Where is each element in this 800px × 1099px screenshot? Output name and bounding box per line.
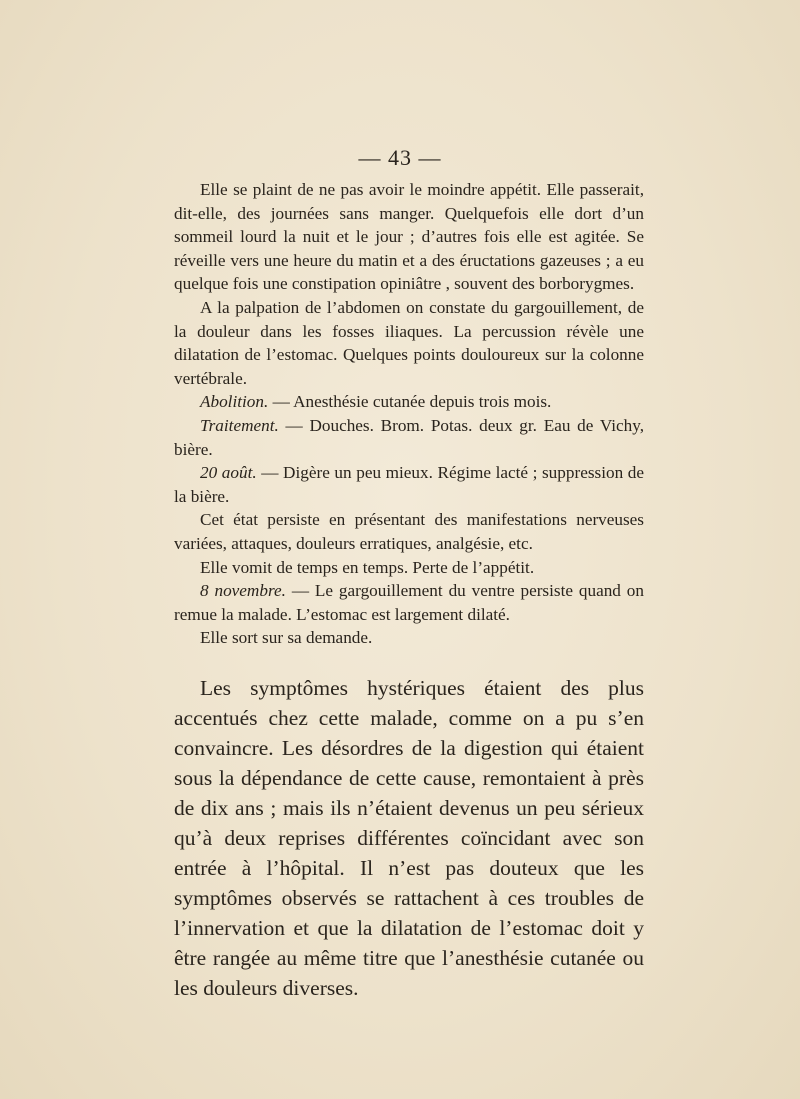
paragraph-traitement [174, 414, 644, 461]
label-20-aout: 20 août. [200, 463, 257, 483]
paragraph-etat: Cet état persiste en présentant des manifestations nerveuses variées, attaques, douleurs erratiques, analgésie, etc. [174, 510, 644, 553]
commentary-section [174, 673, 644, 1003]
paragraph-appetite: Elle se plaint de ne pas avoir le moindre appétit. Elle passerait, dit-elle, des journées sans manger. Quelquefois elle dort d’un sommeil lourd la nuit et le jour ; d’autres fois elle est agitée. Se réveille vers une heure du matin et a des éructations gazeuses ; a eu quelque fois une constipation opiniâtre , souvent des borborygmes. [174, 180, 644, 294]
text-abolition: — Anesthésie cutanée depuis trois mois. [268, 392, 552, 412]
paragraph-palpation: A la palpation de l’abdomen on constate du gargouillement, de la douleur dans les fosses iliaques. La percussion révèle une dilatation de l’estomac. Quelques points douloureux sur la colonne vertébrale. [174, 297, 644, 388]
paragraph-8-novembre [174, 579, 644, 626]
paragraph-sortie: Elle sort sur sa demande. [200, 628, 373, 648]
text-20-aout: — Digère un peu mieux. Régime lacté ; suppression de la bière. [174, 463, 644, 506]
text-traitement: — Douches. Brom. Potas. deux gr. Eau de Vichy, bière. [174, 415, 644, 459]
paragraph-abolition [174, 390, 644, 414]
label-8-novembre: 8 novembre. [200, 581, 286, 601]
page-number: — 43 — [358, 145, 442, 170]
text-8-novembre: — Le gargouillement du ventre persiste quand on remue la malade. L’estomac est largement dilaté. [174, 581, 644, 624]
paragraph-20-aout [174, 461, 644, 508]
observation-section [174, 178, 644, 650]
paragraph-commentary: Les symptômes hystériques étaient des plus accentués chez cette malade, comme on a pu s’en convaincre. Les désordres de la digestion qui étaient sous la dépendance de cette cause, remontaient à près de dix ans ; mais ils n’étaient devenus un peu sérieux qu’à deux reprises différentes coïncidant avec son entrée à l’hôpital. Il n’est pas douteux que les symptômes observés se rattachent à ces troubles de l’innervation et que la dilatation de l’estomac doit y être rangée au même titre que l’anesthésie cutanée ou les douleurs diverses. [174, 676, 644, 1000]
label-traitement: Traitement. [200, 415, 279, 435]
paragraph-vomit: Elle vomit de temps en temps. Perte de l’appétit. [200, 557, 535, 577]
label-abolition: Abolition. [200, 392, 269, 412]
